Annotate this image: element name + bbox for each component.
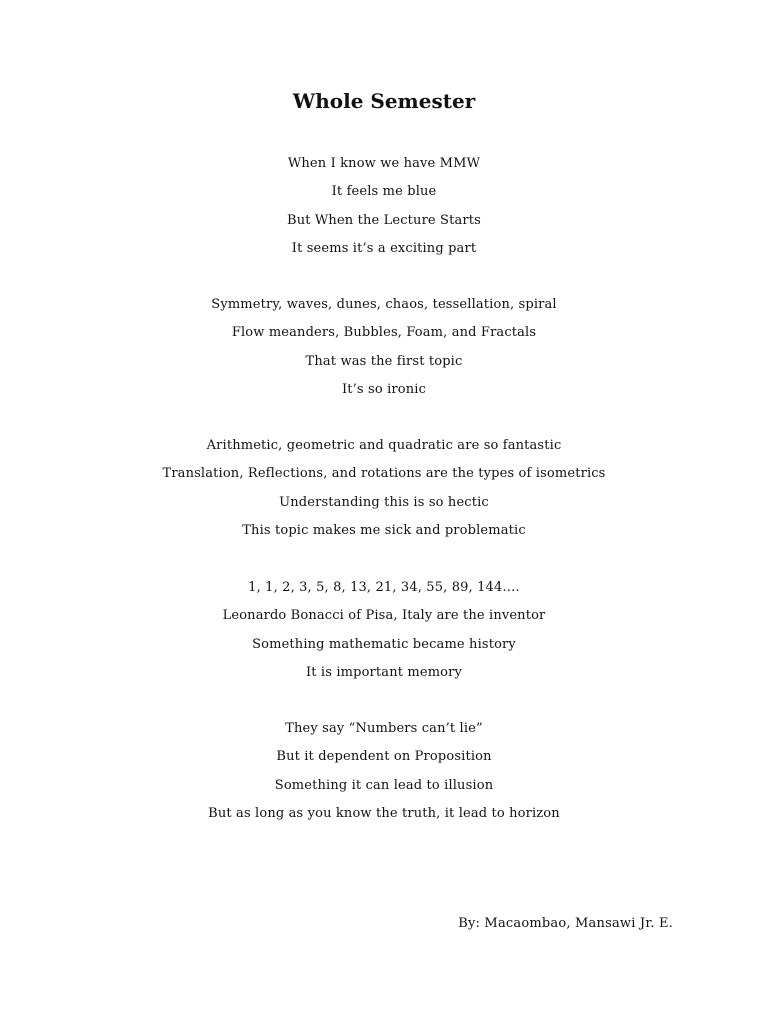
stanza-1 bbox=[0, 150, 768, 263]
poem-line: But as long as you know the truth, it lead to horizon bbox=[208, 805, 560, 821]
poem-line: Understanding this is so hectic bbox=[279, 494, 489, 510]
poem-line: Translation, Reflections, and rotations are the types of isometrics bbox=[162, 466, 606, 482]
author-byline: By: Macaombao, Mansawi Jr. E. bbox=[458, 916, 673, 931]
stanza-3 bbox=[0, 432, 768, 545]
poem-line: Flow meanders, Bubbles, Foam, and Fractals bbox=[231, 325, 537, 341]
stanza-2 bbox=[0, 291, 768, 404]
poem-line: When I know we have MMW bbox=[287, 156, 481, 171]
poem-line: 1, 1, 2, 3, 5, 8, 13, 21, 34, 55, 89, 144…. bbox=[248, 580, 520, 595]
stanza-5 bbox=[0, 715, 768, 828]
poem-line: Something mathematic became history bbox=[252, 636, 516, 652]
poem-line: This topic makes me sick and problematic bbox=[242, 522, 526, 538]
poem-line: But When the Lecture Starts bbox=[287, 212, 481, 228]
poem-line: Symmetry, waves, dunes, chaos, tessellation, spiral bbox=[211, 297, 557, 312]
poem-line: Leonardo Bonacci of Pisa, Italy are the inventor bbox=[222, 608, 546, 624]
poem-line: Arithmetic, geometric and quadratic are so fantastic bbox=[206, 438, 562, 453]
poem-title: Whole Semester bbox=[292, 89, 476, 113]
poem-line: They say “Numbers can’t lie” bbox=[285, 721, 483, 736]
poem-line: Something it can lead to illusion bbox=[274, 777, 494, 793]
poem-line: That was the first topic bbox=[305, 353, 463, 369]
stanza-4 bbox=[0, 574, 768, 687]
poem-line: It feels me blue bbox=[331, 184, 437, 200]
poem-line: But it dependent on Proposition bbox=[276, 749, 492, 765]
poem-line: It seems it’s a exciting part bbox=[291, 240, 477, 256]
poem-line: It’s so ironic bbox=[341, 381, 427, 397]
poem-line: It is important memory bbox=[305, 664, 463, 680]
